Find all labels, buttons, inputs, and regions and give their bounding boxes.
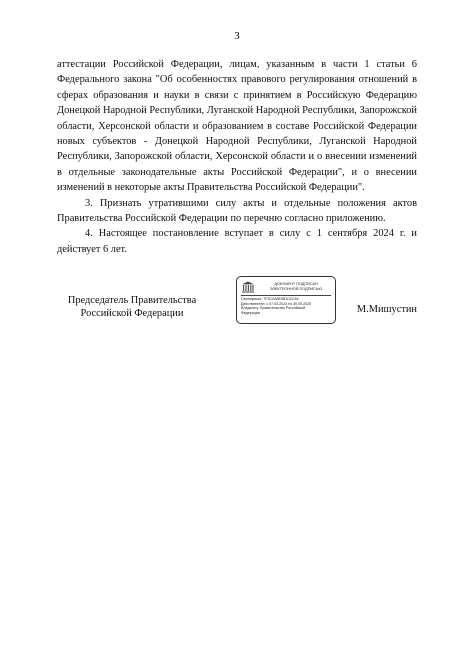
stamp-title [261,282,331,291]
paragraph-continuation: аттестации Российской Федерации, лицам, указанным в части 1 статьи 6 Федерального закона "Об особенностях правового регулирования отношений в сферах образования и науки в связи с принятием в Российскую Федерацию Донецкой Народной Республики, Луганской Народной Республики, Запорожской области, Херсонской области и образованием в составе Российской Федерации новых субъектов - Донецкой Народной Республики, Луганской Народной Республики, Запорожской области, Херсонской области и о внесении изменений в отдельные законодательные акты Российской Федерации", и о внесении изменений в некоторые акты Правительства Российской Федерации". [57,59,417,194]
document-body [57,57,417,257]
stamp-validity: Действителен: с 07.03.2024 по 30.05.2025 [241,301,312,306]
emblem-icon [241,281,255,293]
paragraph-item-4: 4. Настоящее постановление вступает в силу с 1 сентября 2024 г. и действует 6 лет. [57,228,417,255]
stamp-title-line2: ЭЛЕКТРОННОЙ ПОДПИСЬЮ [269,286,323,291]
paragraph-item-3: 3. Признать утратившими силу акты и отдельные положения актов Правительства Российской Федерации по перечню согласно приложению. [57,197,417,225]
stamp-owner: Владелец: Правительство Российской [241,306,306,311]
stamp-divider [241,295,331,296]
signatory-title-line1: Председатель Правительства [67,295,197,306]
stamp-certificate: Сертификат: 7F3C0A8E9B1D2C46 [241,297,299,301]
stamp-owner-cont: Федерации [241,310,260,315]
electronic-signature-stamp [236,276,336,324]
page-number: 3 [234,30,240,42]
signer-name: М.Мишустин [356,304,417,315]
signatory-title-line2: Российской Федерации [80,308,184,319]
stamp-title-line1: ДОКУМЕНТ ПОДПИСАН [274,281,318,286]
signatory-title [57,294,207,320]
